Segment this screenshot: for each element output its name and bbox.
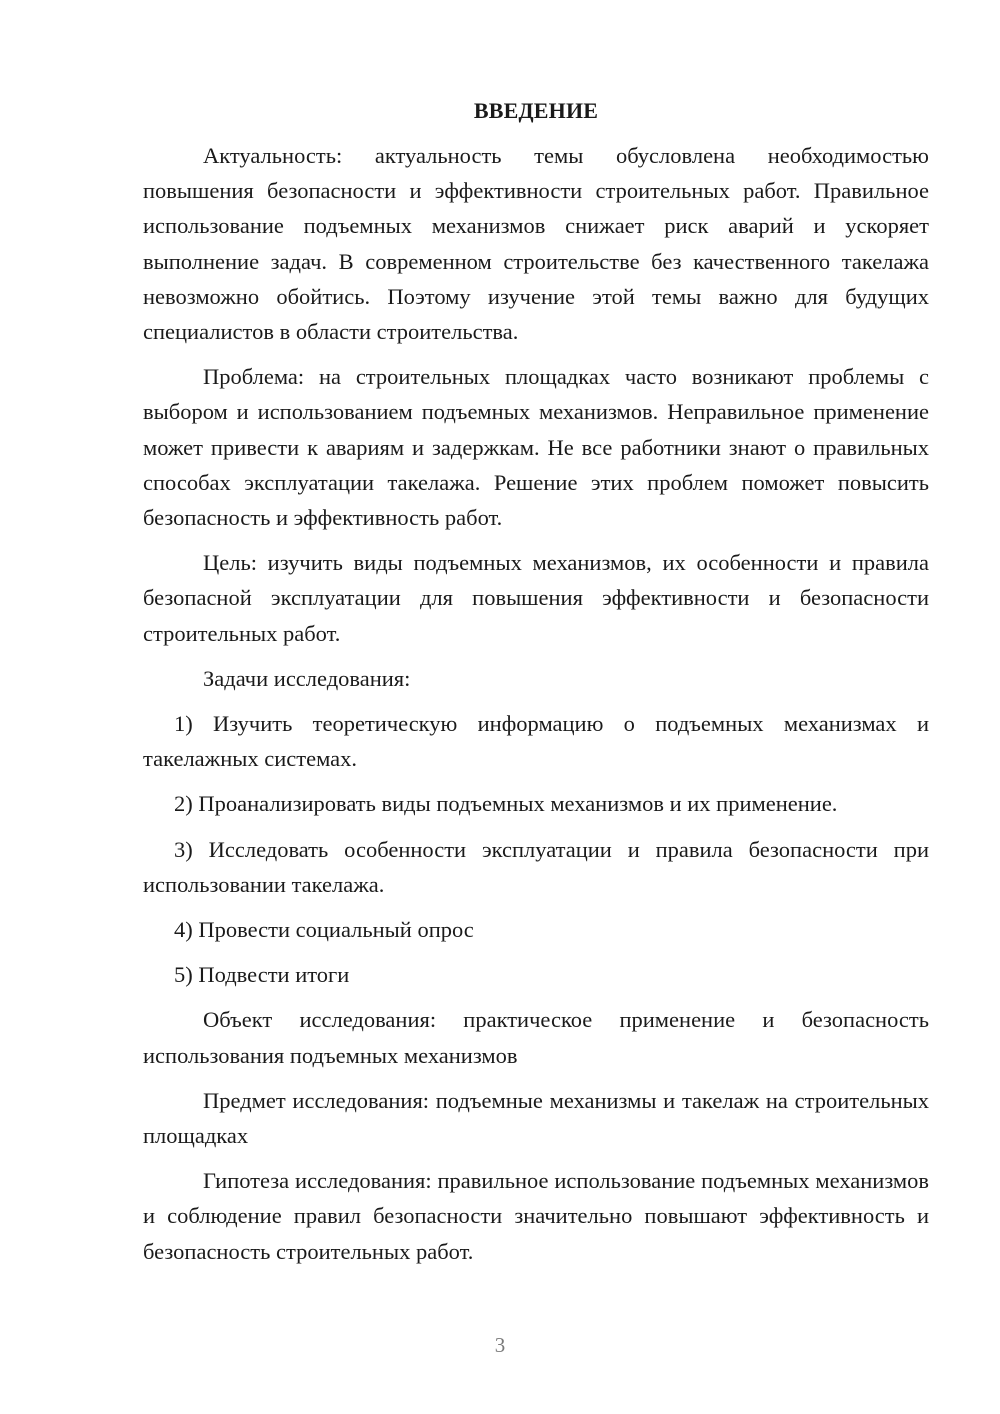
hypothesis-paragraph: Гипотеза исследования: правильное использование подъемных механизмов и соблюдение правил безопасности значительно повышают эффективность и безопасность строительных работ. (143, 1168, 929, 1264)
task-item-5: 5) Подвести итоги (174, 962, 350, 988)
object-paragraph: Объект исследования: практическое применение и безопасность использования подъемных механизмов (143, 1007, 929, 1068)
task-item-2: 2) Проанализировать виды подъемных механизмов и их применение. (174, 791, 838, 817)
page-content (143, 93, 929, 1279)
tasks-heading: Задачи исследования: (203, 665, 411, 691)
relevance-paragraph: Актуальность: актуальность темы обусловлена необходимостью повышения безопасности и эффективности строительных работ. Правильное использование подъемных механизмов снижает риск аварий и ускоряет выполнение задач. В современном строительстве без качественного такелажа невозможно обойтись. Поэтому изучение этой темы важно для будущих специалистов в области строительства. (143, 143, 929, 345)
subject-paragraph: Предмет исследования: подъемные механизмы и такелаж на строительных площадках (143, 1087, 929, 1149)
task-item-1: 1) Изучить теоретическую информацию о подъемных механизмах и такелажных системах. (143, 711, 929, 772)
task-item-3: 3) Исследовать особенности эксплуатации и правила безопасности при использовании такелажа. (143, 836, 929, 897)
goal-paragraph: Цель: изучить виды подъемных механизмов, их особенности и правила безопасной эксплуатации для повышения эффективности и безопасности строительных работ. (143, 550, 929, 646)
page-number: 3 (494, 1333, 506, 1357)
page-title: ВВЕДЕНИЕ (473, 98, 599, 123)
task-item-4: 4) Провести социальный опрос (174, 917, 474, 943)
problem-paragraph: Проблема: на строительных площадках часто возникают проблемы с выбором и использованием подъемных механизмов. Неправильное применение может привести к авариям и задержкам. Не все работники знают о правильных способах эксплуатации такелажа. Решение этих проблем поможет повысить безопасность и эффективность работ. (143, 364, 929, 531)
